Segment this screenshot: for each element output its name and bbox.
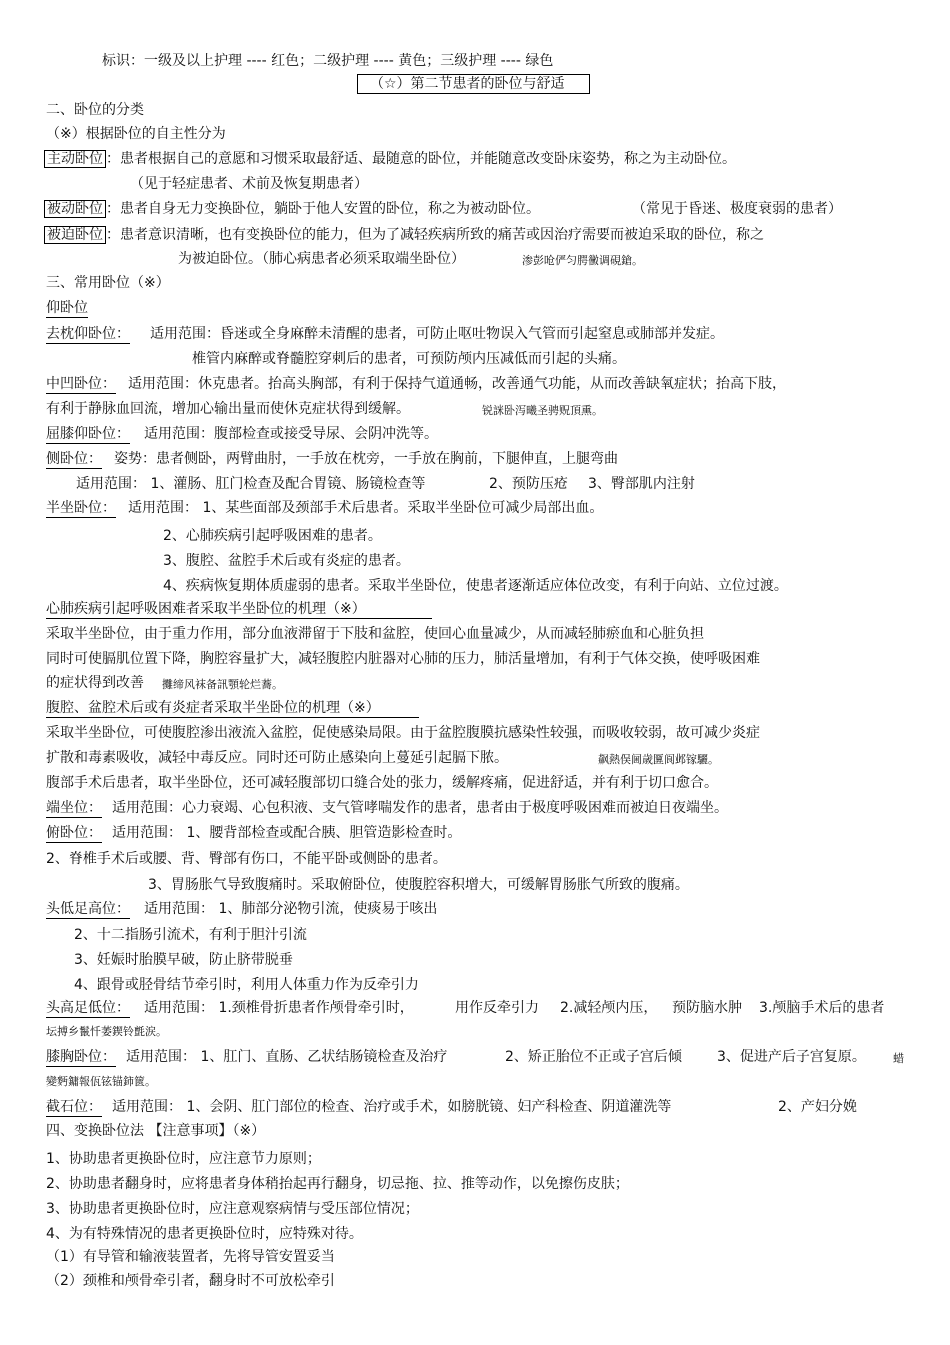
- marker-line: 标识：一级及以上护理 ---- 红色；二级护理 ---- 黄色；三级护理 ---- 绿色: [102, 53, 554, 69]
- garbled-text: 變麪鏞報佤铉锚鈰篋。: [46, 1075, 156, 1088]
- active-position: 主动卧位 ：患者根据自己的意愿和习惯采取最舒适、最随意的卧位，并能随意改变卧床姿势，称之为主动卧位。: [44, 150, 736, 168]
- semi-item: 3、腹腔、盆腔手术后或有炎症的患者。: [163, 553, 410, 569]
- fowler-usage-2: 用作反牵引力: [455, 1000, 539, 1016]
- side-usage: 适用范围： 1、灌肠、肛门检查及配合胃镜、肠镜检查等: [76, 476, 426, 492]
- note-item: （2）颈椎和颅骨牵引者，翻身时不可放松牵引: [46, 1273, 335, 1289]
- note-item: 4、为有特殊情况的患者更换卧位时，应特殊对待。: [46, 1226, 363, 1242]
- mechanism-1-line: 的症状得到改善: [46, 675, 144, 691]
- knee-chest-position: 膝胸卧位： 适用范围： 1、肛门、直肠、乙状结肠镜检查及治疗: [46, 1049, 448, 1065]
- heading-2-sub: （※）根据卧位的自主性分为: [46, 126, 226, 142]
- fowler-usage-5: 3.颅脑手术后的患者: [759, 1000, 885, 1016]
- no-pillow-supine: 去枕仰卧位： 适用范围：昏迷或全身麻醉未清醒的患者，可防止呕吐物误入气管而引起窒息或肺部并发症。: [46, 326, 724, 342]
- lithotomy-usage-2: 2、产妇分娩: [778, 1099, 857, 1115]
- trendelenburg-position: 头低足高位： 适用范围： 1、肺部分泌物引流，使痰易于咳出: [46, 901, 438, 917]
- side-usage-3: 3、臀部肌内注射: [588, 476, 695, 492]
- prone-position: 俯卧位： 适用范围： 1、腰背部检查或配合胰、胆管造影检查时。: [46, 825, 462, 841]
- garbled-text: 攤缔风袜备訊顎轮烂蕎。: [162, 678, 283, 691]
- shock-position: 中凹卧位： 适用范围：休克患者。抬高头胸部，有利于保持气道通畅，改善通气功能，从而改善缺氧症状；抬高下肢，: [46, 376, 786, 392]
- garbled-text: 锐詸卧泻曦圣骋贶頂熏。: [482, 404, 603, 417]
- mechanism-1-line: 采取半坐卧位，由于重力作用，部分血液滞留于下肢和盆腔，使回心血量减少，从而减轻肺瘀血和心脏负担: [46, 626, 704, 642]
- garbled-text: 渗彭呛俨匀腭黴调硯鎗。: [522, 254, 643, 267]
- knee-chest-usage-2: 2、矫正胎位不正或子宫后倾: [505, 1049, 682, 1065]
- garbled-text: 坛搏乡鬣忏萎鍥铃氈涙。: [46, 1025, 167, 1038]
- no-pillow-line2: 椎管内麻醉或脊髓腔穿刺后的患者，可预防颅内压减低而引起的头痛。: [192, 351, 626, 367]
- section-title: （☆）第二节患者的卧位与舒适: [357, 74, 590, 94]
- trend-item: 4、跟骨或胫骨结节牵引时，利用人体重力作为反牵引力: [74, 977, 419, 993]
- fowler-usage-3: 2.减轻颅内压，: [560, 1000, 658, 1016]
- title-underline: [46, 717, 419, 718]
- note-item: 1、协助患者更换卧位时，应注意节力原则；: [46, 1151, 321, 1167]
- forced-position: 被迫卧位 ：患者意识清晰，也有变换卧位的能力，但为了减轻疾病所致的痛苦或因治疗需要而被迫采取的卧位，称之: [44, 226, 764, 244]
- note-item: 3、协助患者更换卧位时，应注意观察病情与受压部位情况；: [46, 1201, 419, 1217]
- reverse-trendelenburg: 头高足低位： 适用范围： 1.颈椎骨折患者作颅骨牵引时，: [46, 1000, 414, 1016]
- upright-position: 端坐位： 适用范围：心力衰竭、心包积液、支气管哮喘发作的患者，患者由于极度呼吸困难而被迫日夜端坐。: [46, 800, 728, 816]
- shock-line2: 有利于静脉血回流，增加心输出量而使休克症状得到缓解。: [46, 401, 410, 417]
- knee-chest-usage-3: 3、促进产后子宫复原。: [717, 1049, 866, 1065]
- mechanism-2-title: 腹腔、盆腔术后或有炎症者采取半坐卧位的机理（※）: [46, 700, 380, 716]
- active-note: （见于轻症患者、术前及恢复期患者）: [130, 176, 368, 192]
- supine-heading: 仰卧位: [46, 300, 88, 316]
- side-position: 侧卧位： 姿势：患者侧卧，两臂曲肘，一手放在枕旁，一手放在胸前，下腿伸直，上腿弯曲: [46, 451, 618, 467]
- knee-supine: 屈膝仰卧位： 适用范围：腹部检查或接受导尿、会阴冲洗等。: [46, 426, 438, 442]
- fowler-usage-4: 预防脑水肿: [672, 1000, 742, 1016]
- note-item: 2、协助患者翻身时，应将患者身体稍抬起再行翻身，切忌拖、拉、推等动作，以免擦伤皮肤；: [46, 1176, 629, 1192]
- semi-item: 2、心肺疾病引起呼吸困难的患者。: [163, 528, 382, 544]
- passive-note: （常见于昏迷、极度衰弱的患者）: [632, 201, 842, 217]
- lithotomy-position: 截石位： 适用范围： 1、会阴、肛门部位的检查、治疗或手术，如膀胱镜、妇产科检查、阴道灌洗等: [46, 1099, 672, 1115]
- prone-line3: 3、胃肠胀气导致腹痛时。采取俯卧位，使腹腔容积增大，可缓解胃肠胀气所致的腹痛。: [148, 877, 689, 893]
- passive-term: 被动卧位: [44, 200, 106, 218]
- forced-line2: 为被迫卧位。（肺心病患者必须采取端坐卧位）: [178, 251, 465, 267]
- semi-item: 4、疾病恢复期体质虚弱的患者。采取半坐卧位，使患者逐渐适应体位改变，有利于向站、立位过渡。: [163, 578, 788, 594]
- semi-fowler: 半坐卧位： 适用范围： 1、某些面部及颈部手术后患者。采取半坐卧位可减少局部出血。: [46, 500, 604, 516]
- heading-4: 四、变换卧位法 【注意事项】（※）: [46, 1123, 266, 1139]
- mechanism-2-line: 采取半坐卧位，可使腹腔渗出液流入盆腔，促使感染局限。由于盆腔腹膜抗感染性较强，而吸收较弱，故可减少炎症: [46, 725, 760, 741]
- mechanism-1-title: 心肺疾病引起呼吸困难者采取半坐卧位的机理（※）: [46, 601, 366, 617]
- note-item: （1）有导管和输液装置者，先将导管安置妥当: [46, 1249, 335, 1265]
- garbled-text: 飙熱俣阃歳匴阆邺镓驪。: [598, 753, 719, 766]
- mechanism-2-line: 扩散和毒素吸收，减轻中毒反应。同时还可防止感染向上蔓延引起膈下脓。: [46, 750, 508, 766]
- prone-line2: 2、脊椎手术后或腰、背、臀部有伤口，不能平卧或侧卧的患者。: [46, 851, 447, 867]
- passive-position: 被动卧位 ：患者自身无力变换卧位，躺卧于他人安置的卧位，称之为被动卧位。: [44, 200, 540, 218]
- trend-item: 2、十二指肠引流术，有利于胆汁引流: [74, 927, 307, 943]
- active-term: 主动卧位: [44, 150, 106, 168]
- mechanism-1-line: 同时可使膈肌位置下降，胸腔容量扩大，减轻腹腔内脏器对心肺的压力，肺活量增加，有利于气体交换，使呼吸困难: [46, 651, 760, 667]
- trend-item: 3、妊娠时胎膜早破，防止脐带脱垂: [74, 952, 293, 968]
- title-underline: [46, 618, 432, 619]
- heading-3: 三、常用卧位（※）: [46, 275, 170, 291]
- side-usage-2: 2、预防压疮: [489, 476, 568, 492]
- garbled-text: 蜡: [893, 1052, 904, 1065]
- forced-term: 被迫卧位: [44, 226, 106, 244]
- heading-2: 二、卧位的分类: [46, 102, 144, 118]
- mechanism-2-line: 腹部手术后患者，取半坐卧位，还可减轻腹部切口缝合处的张力，缓解疼痛，促进舒适，并有利于切口愈合。: [46, 775, 718, 791]
